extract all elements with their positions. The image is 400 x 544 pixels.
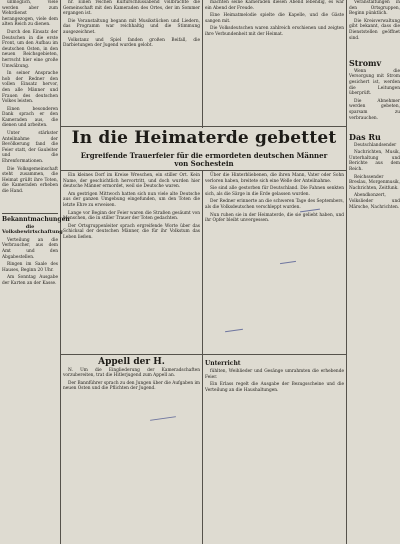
article-paragraph: Die Veranstaltung begann mit Musikstücken und Liedern, das Programm war reichhaltig und die Stimmung ausgezeichnet. (63, 18, 200, 35)
notices-heading: Bekanntmachungen (2, 213, 58, 223)
article-paragraph: Lange vor Beginn der Feier waren die Straßen gesäumt von Menschen, die in stiller Trauer der Toten gedachten. (63, 210, 200, 222)
section-rule (61, 354, 346, 355)
column-rule (346, 0, 347, 544)
notice-item: Am Sonntag Ausgabe der Karten an der Kasse. (2, 275, 58, 286)
notice-item: Ringen im Saale des Hauses, Beginn 20 Uhr. (2, 262, 58, 273)
notice-item: Verteilung an die Verbraucher, aus dem Amt und den Abgabestellen. (2, 237, 58, 260)
article-paragraph: Die Kreisverwaltung gibt bekannt, dass die Dienststellen geöffnet sind. (349, 18, 400, 41)
article-paragraph: Ein Erlass regelt die Ausgabe der Bezugsscheine und die Verteilung an die Haushaltungen. (205, 382, 344, 393)
sub-headline-line: Ergreifende Trauerfeier für die ermordeten deutschen Männer (80, 151, 328, 160)
article-paragraph: Einen besonderen Dank sprach er den Kameraden aus, die dienen und arbeiten. (2, 106, 58, 129)
article-paragraph: Sie sind alle gestorben für Deutschland. Die Fahnen senkten sich, als die Särge in die Erde gelassen wurden. (205, 186, 344, 197)
article-paragraph: Nachrichten, Musik, Unterhaltung und Berichte aus dem Reich. (349, 150, 400, 173)
article-paragraph: Volkstanz und Spiel fanden großen Beifall, die Darbietungen der Jugend wurden gelobt. (63, 37, 200, 49)
article-paragraph: Der Redner erinnerte an die schweren Tage des Septembers, als die Volksdeutschen verschleppt wurden. (205, 199, 344, 210)
article-paragraph: machten seine Kameraden diesen Abend lebendig, es war ein Abend der Freude. (205, 0, 344, 11)
article-paragraph: Am gestrigen Mittwoch hatten sich nun viele alte Deutsche aus der ganzen Umgebung eingefunden, um den Toten die letzte Ehre zu erweisen. (63, 191, 200, 208)
article-paragraph: Nun ruhen sie in der Heimaterde, die sie geliebt haben, und ihr Opfer bleibt unvergessen. (205, 212, 344, 224)
pen-mark (150, 416, 176, 421)
instruction-section (205, 358, 344, 395)
main-headline: In die Heimaterde gebettet (71, 128, 337, 148)
article-paragraph: Über die Hinterbliebenen, die ihren Mann, Vater oder Sohn verloren haben, breitete sich eine Welle der Anteilnahme. (205, 173, 344, 184)
sub-headline-line: von Sochestein (174, 159, 234, 168)
section-heading: Stromv (349, 58, 382, 69)
article-paragraph: Unter stärkster Anteilnahme der Bevölkerung fand die Feier statt, der Gauleiter und die Ehrenformationen. (2, 131, 58, 165)
center-left-top (63, 0, 200, 51)
column-rule (60, 0, 61, 544)
pen-mark (225, 329, 243, 332)
sub-headline (62, 152, 346, 168)
headline-rule-bottom (61, 170, 346, 171)
column-rule (202, 170, 203, 544)
article-paragraph: unmöglich, viele werden aber zum Wehrdienst herangezogen, viele dem alten Reich zu dienen. (2, 0, 58, 28)
section-heading: Das Ru (349, 132, 381, 143)
article-paragraph: Durch den Einsatz der Deutschen in die erste Front, um den Aufbau im deutschen Osten, in den neuen Reichsgebieten, herrscht hier eine große Umwälzung. (2, 29, 58, 69)
column-rule (202, 0, 203, 128)
article-paragraph: Reichssender Breslau, Morgenmusik, Nachrichten, Zeitfunk. (349, 174, 400, 191)
article-paragraph: fühlten, Weihlieder und Gesänge umrahmten die erhebende Feier. (205, 369, 344, 380)
article-paragraph: Der Bannführer sprach zu den Jungen über die Aufgaben im neuen Osten und die Pflichten der Jugend. (63, 380, 200, 392)
center-right-body (205, 173, 344, 226)
article-paragraph: Die Volksdeutschen waren zahlreich erschienen und zeigten ihre Verbundenheit mit der Heimat. (205, 26, 344, 37)
center-left-body (63, 173, 200, 243)
article-paragraph: nr. Einen reichen Kulturschlussabend vollbrachte die Gemeinschaft mit den Kameraden des Ortes, der im Sommer ergangen ist. (63, 0, 200, 17)
article-paragraph: Ein kleines Dorf im Kreise Wreschen, ein stiller Ort. Kein Name, der geschichtlich hervortritt, und doch wurden hier deutsche Männer ermordet, weil sie Deutsche waren. (63, 173, 200, 190)
article-paragraph: Die Abnehmer werden gebeten, sparsam zu verbrauchen. (349, 98, 400, 121)
pen-mark (280, 261, 296, 264)
appeal-heading: Appell der H. (98, 357, 165, 367)
section-heading: Unterricht (205, 360, 241, 367)
notices-subheading: die Volksbewirtschaftung (2, 223, 63, 236)
left-column (2, 0, 70, 289)
appeal-section (63, 358, 200, 394)
article-paragraph: Abendkonzert, Volkslieder und Märsche, Nachrichten. (349, 193, 400, 210)
article-paragraph: Veranstaltungen in den Ortsgruppen, Beginn pünktlich. (349, 0, 400, 17)
headline-rule-top (61, 126, 346, 127)
article-paragraph: Deutschlandsender (354, 142, 397, 148)
right-column (349, 0, 400, 212)
article-paragraph: Wenn die Versorgung mit Strom gesichert ist, werden die Leitungen überprüft. (349, 68, 400, 97)
article-paragraph: In seiner Ansprache hob der Redner den vollen Einsatz hervor, den alle Männer und Frauen des deutschen Volkes leisten. (2, 71, 58, 105)
article-paragraph: Eine Heimatmelodie spielte die Kapelle, und die Gäste sangen mit. (205, 13, 344, 24)
article-paragraph: Der Ortsgruppenleiter sprach ergreifende Worte über das Schicksal der deutschen Männer, die für ihr Volkstum das Leben ließen. (63, 223, 200, 240)
center-right-top (205, 0, 344, 40)
article-paragraph: Die Volksgemeinschaft steht zusammen, die Heimat grüßt ihre Toten, die Kameraden erheben die Hand. (2, 166, 58, 194)
article-paragraph: N. Um die Eingliederung der Kameradschaften vorzubereiten, trat die Hitlerjugend zum Appell an. (63, 367, 200, 379)
